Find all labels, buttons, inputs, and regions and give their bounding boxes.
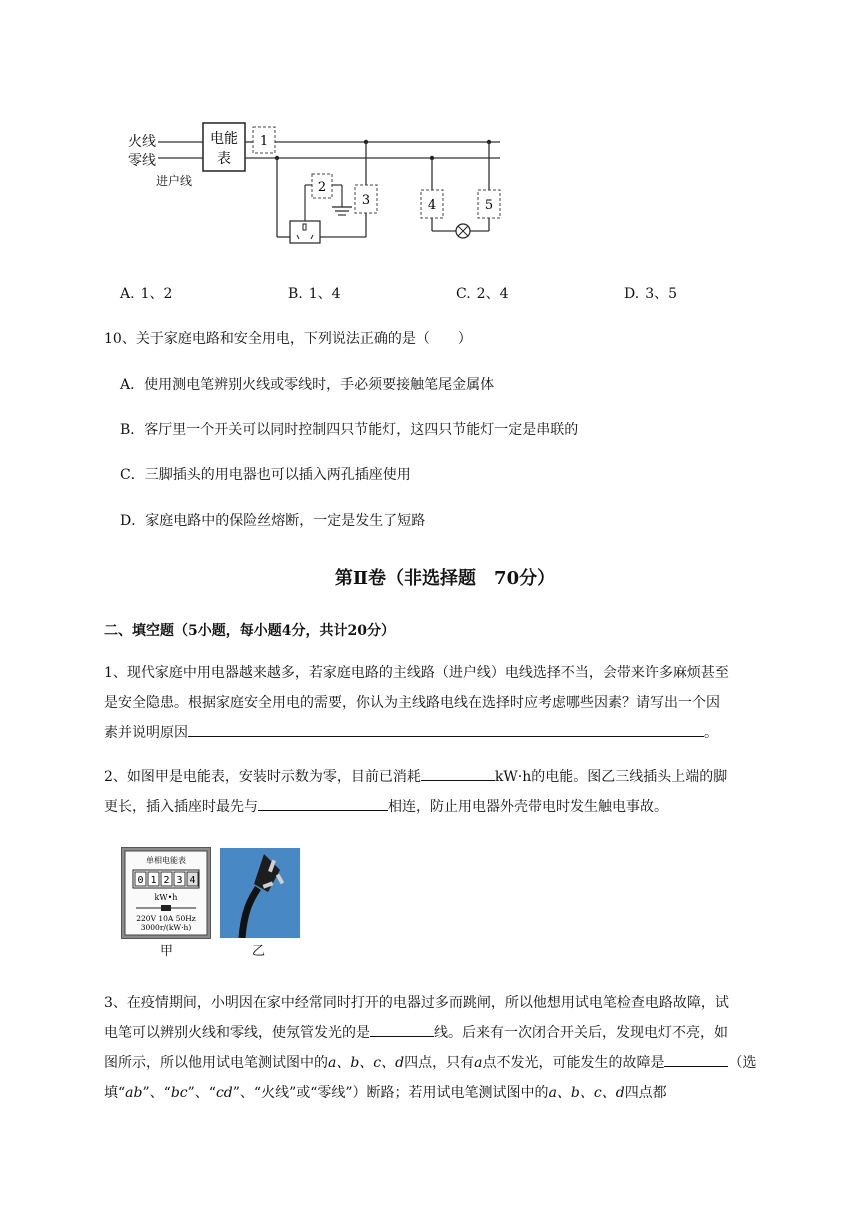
fill-question-2: 2、如图甲是电能表，安装时示数为零，目前已消耗 kW·h的电能。图乙三线插头上端的脚 更长，插入插座时最先与 相连，防止用电器外壳带电时发生触电事故。 [104,764,804,820]
circuit-diagram [120,115,510,250]
incoming-wire-label: 进户线 [156,174,193,188]
fill-question-1: 1、现代家庭中用电器越来越多，若家庭电路的主线路（进户线）电线选择不当，会带来许多麻烦甚至 是安全隐患。根据家庭安全用电的需要，你认为主线路电线在选择时应考虑哪些因素？请写出一个因 素并说明原因 。 [104,665,729,741]
svg-text:2: 2 [163,875,170,886]
q9-option-b[interactable]: B. 1、4 [288,286,341,302]
svg-text:3: 3 [176,875,183,886]
three-pin-plug-figure [220,848,300,938]
section-title: 二、填空题（5小题，每小题4分，共计20分） [104,623,395,639]
q9-option-a[interactable]: A. 1、2 [120,286,173,302]
q9-option-c[interactable]: C. 2、4 [456,286,509,302]
svg-text:kW•h: kW•h [154,893,178,902]
q10-stem: 10、关于家庭电路和安全用电，下列说法正确的是（ ） [104,331,472,347]
q10-option-c[interactable]: C．三脚插头的用电器也可以插入两孔插座使用 [120,467,411,483]
lamp-icon [456,224,470,238]
q10-option-b[interactable]: B．客厅里一个开关可以同时控制四只节能灯，这四只节能灯一定是串联的 [120,422,579,438]
svg-text:单相电能表: 单相电能表 [146,856,186,865]
neutral-wire-label: 零线 [128,153,156,169]
live-wire-label: 火线 [128,134,156,150]
svg-text:2: 2 [317,180,327,195]
q10-option-a[interactable]: A．使用测电笔辨别火线或零线时，手必须要接触笔尾金属体 [120,377,495,393]
svg-text:电能: 电能 [210,131,238,147]
caption-yi: 乙 [252,944,266,959]
answer-blank-1[interactable] [188,722,704,737]
svg-text:0: 0 [137,875,144,886]
answer-blank-3a[interactable] [370,1022,434,1037]
answer-blank-2b[interactable] [258,796,388,811]
svg-text:5: 5 [484,198,494,213]
svg-text:220V 10A 50Hz: 220V 10A 50Hz [136,914,196,923]
svg-text:3: 3 [361,193,371,208]
energy-meter-figure [121,847,211,939]
svg-text:3000r/(kW·h): 3000r/(kW·h) [140,923,192,932]
q9-option-d[interactable]: D. 3、5 [624,286,678,302]
svg-text:4: 4 [189,875,196,886]
svg-text:4: 4 [427,198,437,213]
fill-question-3: 3、在疫情期间，小明因在家中经常同时打开的电器过多而跳闸，所以他想用试电笔检查电路故障，试 电笔可以辨别火线和零线，使氖管发光的是 线。后来有一次闭合开关后，发现电灯不亮，如 图所示，所以他用试电笔测试图中的a、b、c、d四点，只有a点不发光，可能发生的故障是 （选 填“ab”、“bc”、“cd”、“火线”或“零线”）断路；若用试电笔测试图中的a、b、c、d四点都 [104,995,757,1101]
svg-text:表: 表 [217,151,231,167]
answer-blank-2a[interactable] [421,766,495,781]
q10-option-d[interactable]: D．家庭电路中的保险丝熔断，一定是发生了短路 [120,513,426,529]
caption-jia: 甲 [160,944,174,959]
part2-title: 第Ⅱ卷（非选择题 70分） [334,568,556,589]
svg-text:1: 1 [150,875,157,886]
svg-text:1: 1 [259,134,269,149]
answer-blank-3b[interactable] [664,1052,728,1067]
